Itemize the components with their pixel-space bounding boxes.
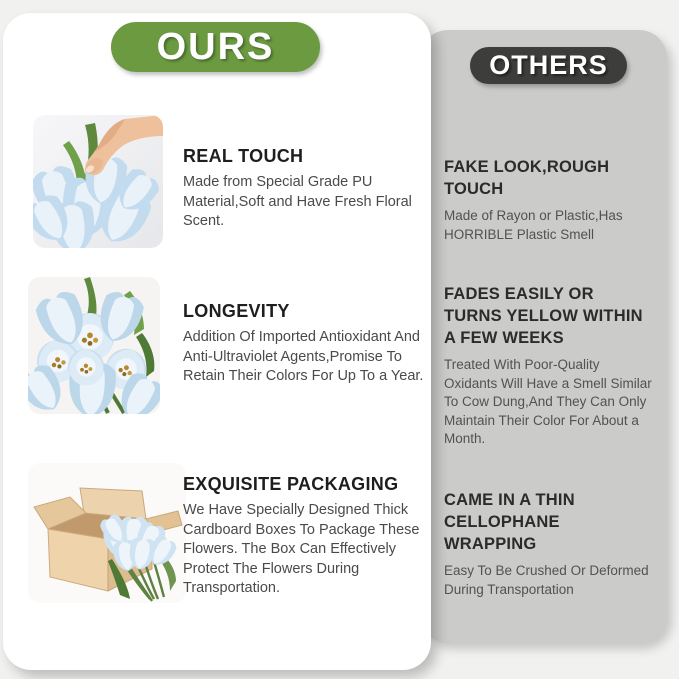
longevity-heading: LONGEVITY: [183, 301, 290, 321]
packaging-photo: [28, 463, 186, 603]
fake-look-section: [444, 156, 652, 244]
longevity-photo: [28, 277, 160, 414]
cellophane-body: Easy To Be Crushed Or Deformed During Transportation: [444, 563, 649, 597]
longevity-body: Addition Of Imported Antioxidant And Anti-Ultraviolet Agents,Promise To Retain Their Colors For Up To a Year.: [183, 329, 424, 384]
ours-badge: OURS: [111, 22, 320, 72]
packaging-body: We Have Specially Designed Thick Cardboard Boxes To Package These Flowers. The Box Can Effectively Protect The Flowers During Transportation.: [183, 502, 420, 596]
hand-touching-tulips-illustration: [33, 115, 163, 248]
others-badge: OTHERS: [470, 47, 627, 84]
fake-look-body: Made of Rayon or Plastic,Has HORRIBLE Plastic Smell: [444, 208, 623, 242]
cardboard-box-illustration: [28, 463, 186, 603]
fades-heading: FADES EASILY OR TURNS YELLOW WITHIN A FEW WEEKS: [444, 285, 643, 347]
cellophane-section: [444, 489, 652, 599]
longevity-section: [183, 301, 425, 387]
packaging-section: [183, 474, 425, 599]
fades-section: [444, 283, 652, 449]
fades-body: Treated With Poor-Quality Oxidants Will Have a Smell Similar To Cow Dung,And They Can Only Maintain Their Color For About a Month.: [444, 357, 652, 446]
tulip-bouquet-illustration: [28, 277, 160, 414]
fake-look-heading: FAKE LOOK,ROUGH TOUCH: [444, 158, 610, 198]
packaging-heading: EXQUISITE PACKAGING: [183, 474, 399, 494]
real-touch-section: [183, 146, 425, 232]
real-touch-photo: [33, 115, 163, 248]
cellophane-heading: CAME IN A THIN CELLOPHANE WRAPPING: [444, 491, 575, 553]
real-touch-heading: REAL TOUCH: [183, 146, 304, 166]
real-touch-body: Made from Special Grade PU Material,Soft and Have Fresh Floral Scent.: [183, 174, 412, 229]
